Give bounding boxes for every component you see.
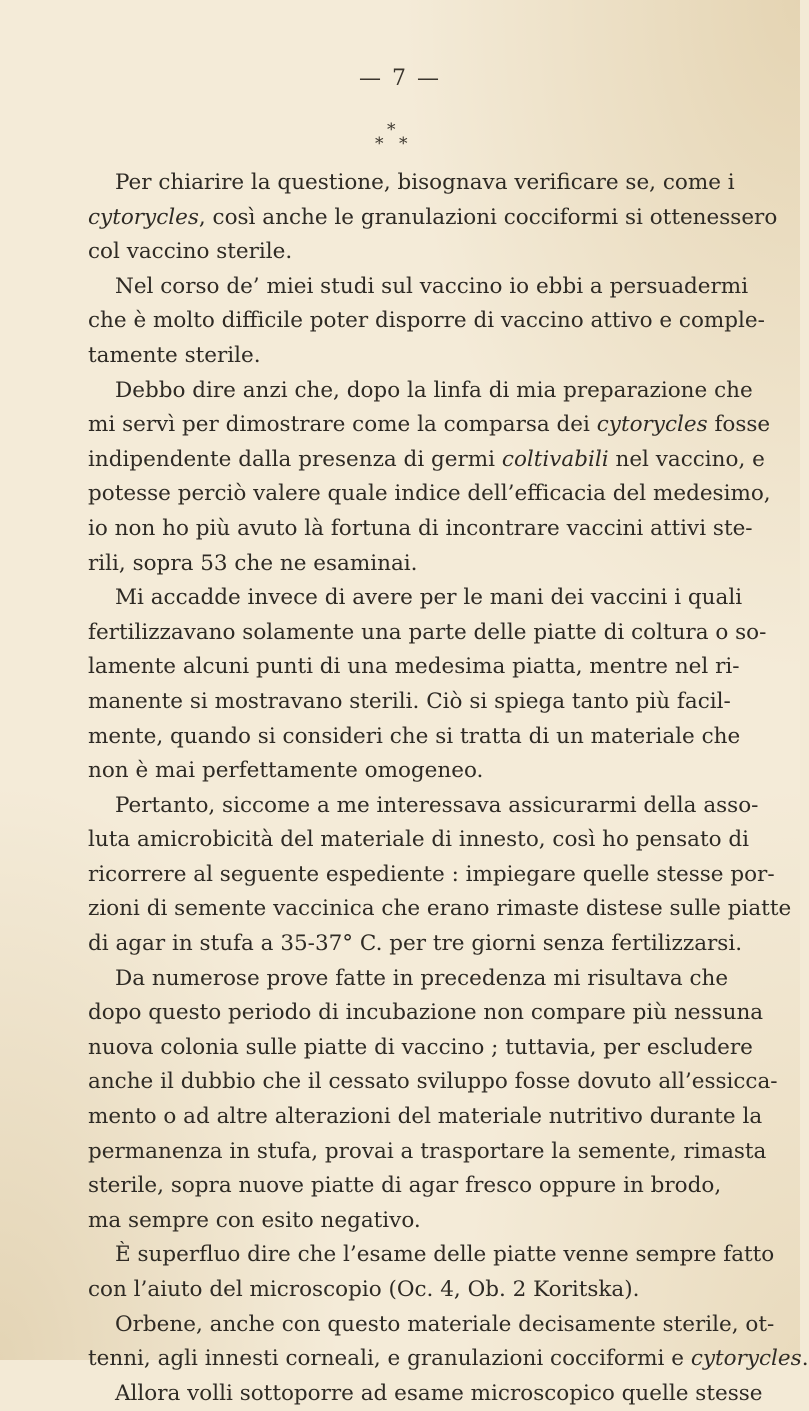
text-run: mento o ad altre alterazioni del materiale nutritivo durante la (88, 1104, 763, 1130)
text-run: ricorrere al seguente espediente : impiegare quelle stesse por- (88, 861, 775, 887)
text-run: mi servì per dimostrare come la comparsa dei (88, 412, 597, 438)
text-line (88, 1273, 708, 1308)
text-run: nel vaccino, e (608, 446, 765, 472)
text-line (88, 270, 749, 305)
text-line (88, 512, 753, 547)
text-run: Allora volli sottoporre ad esame microscopico quelle stesse (115, 1380, 763, 1406)
text-line (88, 408, 771, 443)
text-run: fertilizzavano solamente una parte delle piatte di coltura o so- (88, 619, 767, 645)
text-line (88, 1377, 763, 1411)
text-line (88, 720, 741, 755)
text-run: non è mai perfettamente omogeneo. (88, 758, 484, 784)
text-line (88, 374, 753, 409)
text-run: dopo questo periodo di incubazione non compare più nessuna (88, 1000, 764, 1026)
text-run: potesse perciò valere quale indice dell’efficacia del medesimo, (88, 481, 771, 507)
text-line (88, 1100, 763, 1135)
text-run: Pertanto, siccome a me interessava assicurarmi della asso- (115, 792, 759, 818)
italic-term: cytorycles (88, 204, 199, 230)
text-line (88, 1065, 778, 1100)
text-run: lamente alcuni punti di una medesima piatta, mentre nel ri- (88, 654, 740, 680)
text-run: indipendente dalla presenza di germi (88, 446, 502, 472)
text-run: luta amicrobicità del materiale di innesto, così ho pensato di (88, 827, 750, 853)
text-run: permanenza in stufa, provai a trasportare la semente, rimasta (88, 1138, 767, 1164)
paragraph (88, 1377, 763, 1411)
paragraph (88, 166, 778, 270)
text-line (88, 547, 708, 582)
text-run: che è molto difficile poter disporre di vaccino attivo e comple- (88, 308, 765, 334)
text-run: mente, quando si consideri che si tratta di un materiale che (88, 723, 741, 749)
paragraph (88, 374, 771, 582)
text-run: sterile, sopra nuove piatte di agar fresco oppure in brodo, (88, 1173, 722, 1199)
text-line (88, 754, 708, 789)
text-line (88, 1135, 767, 1170)
text-run: col vaccino sterile. (88, 239, 293, 265)
text-line (88, 339, 708, 374)
text-run: io non ho più avuto là fortuna di incontrare vaccini attivi ste- (88, 515, 753, 541)
text-run: Orbene, anche con questo materiale decisamente sterile, ot- (115, 1311, 775, 1337)
text-line (88, 166, 735, 201)
paragraph (88, 962, 778, 1239)
text-run: nuova colonia sulle piatte di vaccino ; tuttavia, per escludere (88, 1034, 753, 1060)
text-line (88, 235, 708, 270)
paragraph (88, 1308, 809, 1377)
text-run: tamente sterile. (88, 342, 261, 368)
text-run: con l’aiuto del microscopio (Oc. 4, Ob. 2 Koritska). (88, 1277, 640, 1302)
text-run: di agar in stufa a 35-37° C. per tre giorni senza fertilizzarsi. (88, 931, 743, 957)
asterism-star-left: * (375, 134, 384, 154)
text-line (88, 581, 743, 616)
section-asterism (375, 122, 415, 156)
text-line (88, 443, 765, 478)
text-line (88, 616, 767, 651)
text-line (88, 1031, 753, 1066)
text-run: Mi accadde invece di avere per le mani dei vaccini i quali (115, 585, 743, 611)
text-run: Da numerose prove fatte in precedenza mi risultava che (115, 965, 729, 991)
text-run: . (801, 1346, 809, 1372)
text-line (88, 1308, 775, 1343)
text-run: zioni di semente vaccinica che erano rimaste distese sulle piatte (88, 896, 792, 922)
italic-term: cytorycles (690, 1346, 802, 1372)
italic-term: coltivabili (501, 446, 609, 472)
text-line (88, 477, 771, 512)
text-line (88, 1204, 708, 1239)
text-line (88, 823, 750, 858)
asterism-star-top: * (387, 120, 396, 140)
text-line (88, 1342, 809, 1377)
paragraph (88, 789, 792, 962)
text-run: Debbo dire anzi che, dopo la linfa di mia preparazione che (115, 377, 753, 403)
text-run: , così anche le granulazioni cocciformi si ottenessero (198, 204, 778, 230)
paragraph (88, 270, 765, 374)
text-run: Nel corso de’ miei studi sul vaccino io ebbi a persuadermi (115, 273, 749, 299)
paragraph (88, 1238, 775, 1307)
paragraph (88, 581, 767, 789)
body-text (88, 166, 809, 1411)
text-line (88, 927, 743, 962)
text-line (88, 650, 740, 685)
text-line (88, 858, 775, 893)
text-line (88, 304, 765, 339)
text-line (88, 201, 778, 236)
text-line (88, 685, 731, 720)
text-run: fosse (707, 412, 771, 438)
text-run: È superfluo dire che l’esame delle piatte venne sempre fatto (115, 1242, 775, 1268)
asterism-star-right: * (399, 134, 408, 154)
text-run: manente si mostravano sterili. Ciò si spiega tanto più facil- (88, 688, 731, 714)
text-run: ma sempre con esito negativo. (88, 1207, 421, 1233)
text-run: Per chiarire la questione, bisognava verificare se, come i (115, 170, 735, 195)
italic-term: cytorycles (596, 412, 708, 438)
text-run: anche il dubbio che il cessato sviluppo fosse dovuto all’essicca- (88, 1069, 778, 1095)
text-line (88, 892, 792, 927)
text-line (88, 1238, 775, 1273)
text-run: tenni, agli innesti corneali, e granulazioni cocciformi e (88, 1346, 691, 1372)
page-number: — 7 — (359, 66, 441, 91)
text-line (88, 789, 759, 824)
text-line (88, 962, 729, 997)
text-line (88, 1169, 722, 1204)
text-line (88, 996, 764, 1031)
text-run: rili, sopra 53 che ne esaminai. (88, 550, 418, 576)
